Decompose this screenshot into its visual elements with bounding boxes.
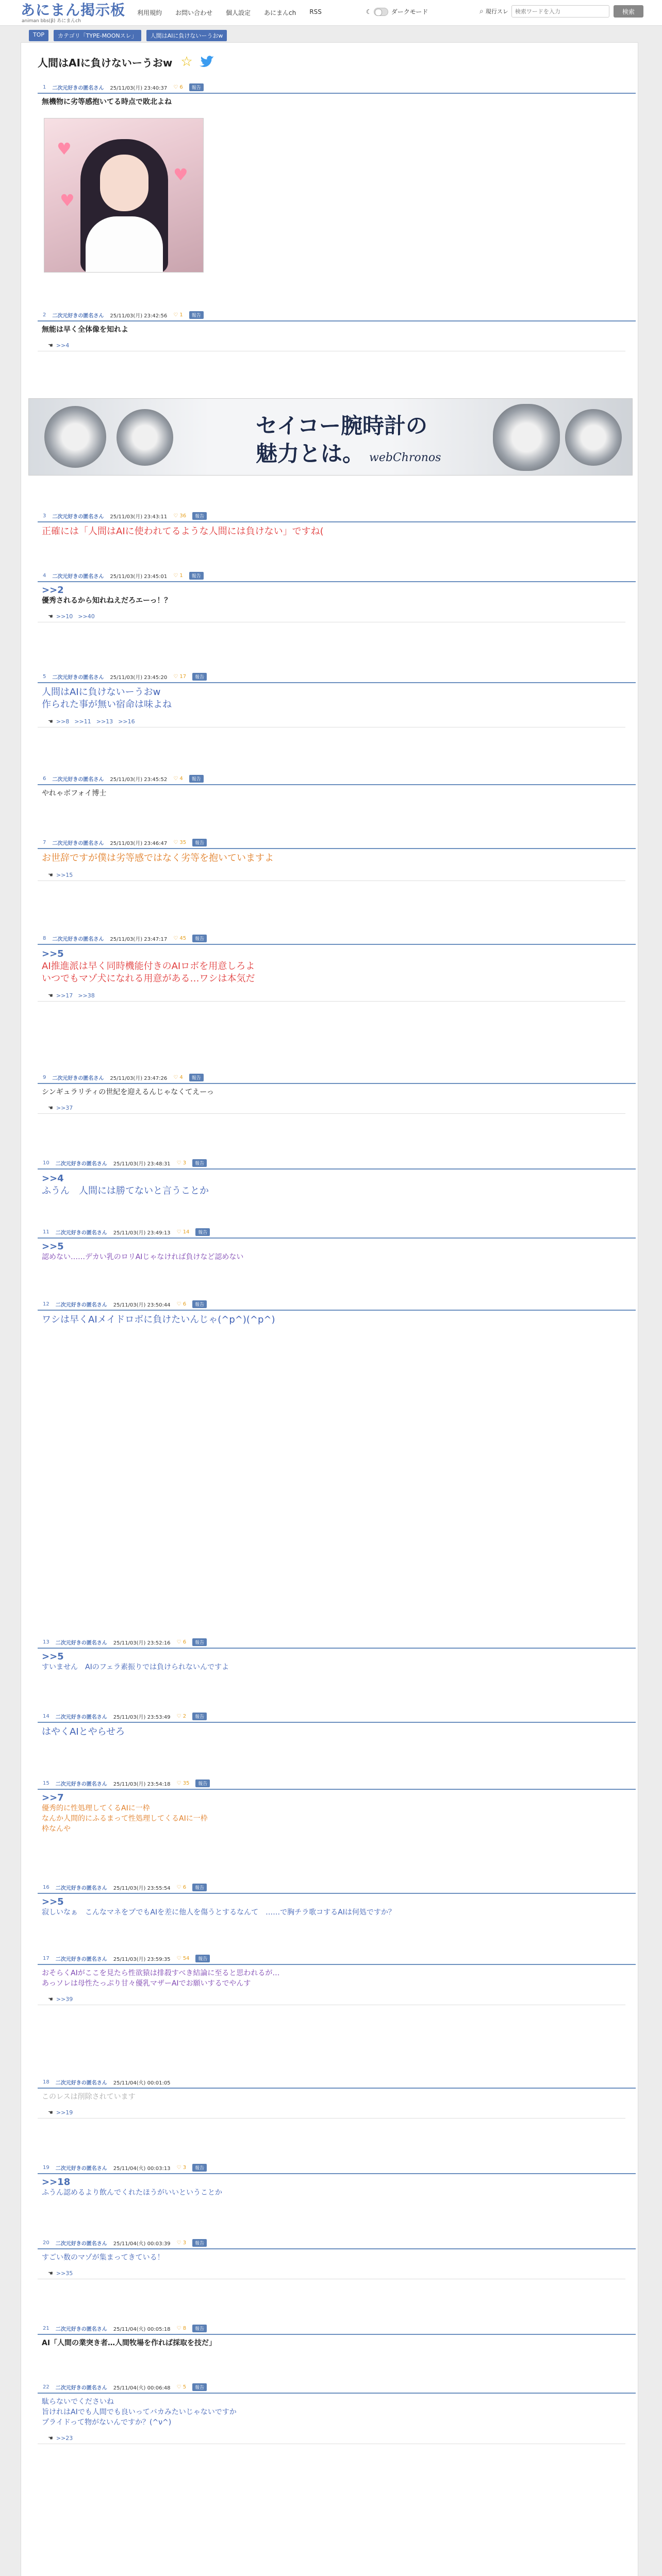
post-date: 25/11/04(火) 00:03:13: [113, 2165, 171, 2172]
nav-rss[interactable]: RSS: [309, 8, 322, 15]
reply-hand-icon: ☚: [48, 1105, 53, 1111]
image-shirt: [86, 216, 163, 273]
post-body: [38, 1894, 636, 1918]
post-text-line: 駄らないでくださいね: [42, 2398, 114, 2406]
post-body: [38, 1311, 636, 1326]
post-text-line: ふうん認めるより飲んでくれたほうがいいということか: [42, 2189, 222, 2197]
post-12: [38, 1300, 636, 1326]
post-21: [38, 2324, 636, 2348]
reply-anchor-link[interactable]: >>5: [42, 1896, 64, 1907]
post-date: 25/11/03(月) 23:52:16: [113, 1640, 171, 1646]
like-count[interactable]: ♡ 3: [176, 2164, 187, 2171]
post-18: [38, 2078, 636, 2119]
reply-hand-icon: ☚: [48, 992, 53, 999]
post-text-line: AI「人間の業突き者…人間牧場を作れば採取を技だ」: [42, 2339, 217, 2347]
post-22: [38, 2383, 636, 2444]
post-text-line: 認めない……デカい乳のロリAIじゃなければ負けなど認めない: [42, 1253, 244, 1261]
post-7: [38, 838, 636, 881]
post-text-line: お世辞ですが僕は劣等感ではなく劣等を抱いていますよ: [42, 853, 274, 863]
poster-name: 二次元好きの匿名さん: [55, 1230, 107, 1236]
post-header: [38, 1300, 636, 1308]
reply-link[interactable]: >>37: [56, 1105, 73, 1111]
post-body: [38, 2394, 636, 2428]
post-header: [38, 83, 636, 91]
reply-links: [38, 2109, 636, 2119]
reply-anchor-link[interactable]: >>18: [42, 2177, 71, 2188]
search-input[interactable]: [511, 5, 609, 18]
report-button[interactable]: 報告: [192, 2164, 207, 2172]
dark-mode-label: ダークモード: [391, 8, 428, 15]
post-header: [38, 2163, 636, 2172]
breadcrumb-category[interactable]: カテゴリ「TYPE-MOONスレ」: [54, 30, 141, 41]
post-number[interactable]: 20: [43, 2240, 49, 2246]
post-text-line: 人間はAIに負けないーうおw: [42, 687, 161, 698]
poster-name: 二次元好きの匿名さん: [52, 573, 104, 580]
post-text-line: なんか人間的にふるまって性処理してくるAIに一枠: [42, 1815, 208, 1823]
poster-name: 二次元好きの匿名さん: [55, 1640, 107, 1646]
post-body: [38, 1790, 636, 1834]
post-text-line: AI推進派は早く同時機能付きのAIロボを用意しろよ: [42, 961, 255, 972]
post-15: [38, 1779, 636, 1834]
reply-link[interactable]: >>19: [56, 2109, 73, 2116]
post-text-line: 優秀されるから知れねえだろエーっ！？: [42, 597, 172, 605]
nav-terms[interactable]: 利用規約: [137, 9, 162, 16]
post-17: [38, 1954, 636, 2005]
post-text-line: このレスは削除されています: [42, 2093, 136, 2101]
report-button[interactable]: 報告: [195, 1955, 210, 1962]
poster-name: 二次元好きの匿名さん: [55, 1781, 107, 1787]
post-body: [38, 945, 636, 985]
reply-link[interactable]: >>8: [56, 718, 70, 725]
post-date: 25/11/04(火) 00:03:39: [113, 2241, 171, 2247]
post-header: [38, 512, 636, 520]
reply-hand-icon: ☚: [48, 2435, 53, 2442]
post-body: [38, 1723, 636, 1738]
nav-contact[interactable]: お問い合わせ: [175, 9, 213, 16]
search-button[interactable]: 検索: [614, 5, 643, 18]
dark-mode-toggle[interactable]: [366, 7, 428, 16]
post-text-line: プライドって物がないんですか？(^ν^): [42, 2418, 172, 2427]
post-body: [38, 2089, 636, 2102]
post-date: 25/11/03(月) 23:59:35: [113, 1956, 171, 1962]
poster-name: 二次元好きの匿名さん: [52, 776, 104, 783]
reply-link[interactable]: >>11: [74, 718, 91, 725]
poster-name: 二次元好きの匿名さん: [55, 1302, 107, 1308]
post-number[interactable]: 15: [43, 1780, 49, 1786]
post-number[interactable]: 11: [43, 1229, 49, 1235]
like-count[interactable]: ♡ 6: [176, 1884, 187, 1890]
like-count[interactable]: ♡ 6: [173, 84, 183, 90]
report-button[interactable]: 報告: [192, 2239, 207, 2247]
like-count[interactable]: ♡ 1: [173, 312, 183, 318]
poster-name: 二次元好きの匿名さん: [52, 313, 104, 319]
reply-hand-icon: ☚: [48, 1996, 53, 2003]
post-number[interactable]: 10: [43, 1160, 49, 1166]
report-button[interactable]: 報告: [189, 1074, 204, 1081]
reply-link[interactable]: >>10: [56, 613, 73, 620]
post-13: [38, 1638, 636, 1672]
reply-link[interactable]: >>39: [56, 1996, 73, 2003]
poster-name: 二次元好きの匿名さん: [52, 1075, 104, 1081]
like-count[interactable]: ♡ 3: [176, 1160, 187, 1166]
poster-name: 二次元好きの匿名さん: [52, 674, 104, 681]
report-button[interactable]: 報告: [192, 673, 207, 681]
heart-icon: ♥: [173, 165, 188, 184]
post-text-line: ふうん 人間には勝てないと言うことか: [42, 1185, 209, 1196]
post-body: [38, 785, 636, 799]
like-count[interactable]: ♡ 35: [173, 839, 187, 845]
poster-name: 二次元好きの匿名さん: [55, 1885, 107, 1891]
post-date: 25/11/03(月) 23:49:13: [113, 1230, 171, 1236]
reply-hand-icon: ☚: [48, 872, 53, 878]
post-number[interactable]: 13: [43, 1639, 49, 1645]
post-header: [38, 311, 636, 319]
like-count[interactable]: ♡ 2: [176, 1713, 187, 1719]
post-header: [38, 1159, 636, 1167]
post-date: 25/11/03(月) 23:45:01: [110, 573, 168, 580]
ad-banner[interactable]: [28, 398, 633, 476]
like-count[interactable]: ♡ 45: [173, 935, 187, 941]
post-date: 25/11/03(月) 23:46:47: [110, 840, 168, 846]
ad-line1: セイコー腕時計の: [256, 413, 428, 438]
post-body: [38, 94, 636, 107]
post-body: [38, 683, 636, 711]
post-header: [38, 2324, 636, 2332]
report-button[interactable]: 報告: [192, 1638, 207, 1646]
report-button[interactable]: 報告: [192, 512, 207, 520]
reply-links: [38, 872, 636, 881]
post-number[interactable]: 4: [43, 572, 46, 579]
twitter-share-icon[interactable]: [199, 56, 214, 68]
logo-sub-text: animan bbs(β) あにまんch: [22, 19, 81, 24]
like-count[interactable]: ♡ 3: [176, 2240, 187, 2246]
post-header: [38, 1954, 636, 1962]
post-number[interactable]: 19: [43, 2164, 49, 2171]
reply-hand-icon: ☚: [48, 718, 53, 725]
like-count[interactable]: ♡ 17: [173, 673, 187, 680]
post-date: 25/11/03(月) 23:48:31: [113, 1161, 171, 1167]
post-image[interactable]: [44, 118, 204, 273]
report-button[interactable]: 報告: [189, 775, 204, 783]
favorite-star-icon[interactable]: ☆: [180, 54, 193, 70]
reply-links: [38, 718, 636, 727]
post-date: 25/11/03(月) 23:50:44: [113, 1302, 171, 1308]
like-count[interactable]: ♡ 4: [173, 775, 183, 782]
post-date: 25/11/04(火) 00:01:05: [113, 2080, 171, 2086]
ad-line2: 魅力とは。: [256, 441, 365, 466]
post-number[interactable]: 1: [43, 84, 46, 90]
post-number[interactable]: 9: [43, 1074, 46, 1080]
poster-name: 二次元好きの匿名さん: [52, 85, 104, 91]
post-body: [38, 2249, 636, 2263]
reply-anchor-link[interactable]: >>5: [42, 948, 64, 959]
post-number[interactable]: 6: [43, 775, 46, 782]
reply-links: [38, 992, 636, 1002]
post-text-line: すごい数のマゾが集まってきている！: [42, 2253, 164, 2262]
like-count[interactable]: ♡ 6: [176, 1301, 187, 1307]
post-text-line: おそらくAIがここを見たら性欲猿は排殺すべき結論に至ると思われるが…: [42, 1969, 280, 1977]
poster-name: 二次元好きの匿名さん: [55, 2080, 107, 2086]
breadcrumb-thread[interactable]: 人間はAIに負けないーうおw: [146, 30, 227, 41]
like-count[interactable]: ♡ 8: [176, 2325, 187, 2331]
like-count[interactable]: ♡ 14: [176, 1229, 190, 1235]
poster-name: 二次元好きの匿名さん: [55, 2241, 107, 2247]
watch-image: [493, 404, 560, 471]
poster-name: 二次元好きの匿名さん: [55, 1956, 107, 1962]
post-text-line: 優秀的に性処理してくるAIに一枠: [42, 1804, 150, 1812]
like-count[interactable]: ♡ 1: [173, 572, 183, 579]
post-number[interactable]: 7: [43, 839, 46, 845]
post-text-line: やれゃボフォイ博士: [42, 789, 107, 798]
post-number[interactable]: 5: [43, 673, 46, 680]
post-header: [38, 1883, 636, 1891]
thread-title-text: 人間はAIに負けないーうおw: [38, 56, 173, 69]
reply-links: [38, 1105, 636, 1114]
post-date: 25/11/03(月) 23:45:52: [110, 776, 168, 783]
poster-name: 二次元好きの匿名さん: [55, 2326, 107, 2332]
site-logo[interactable]: [21, 2, 125, 24]
post-text-line: 正確には「人間はAIに使われてるような人間には負けない」ですね(: [42, 526, 324, 537]
post-number[interactable]: 2: [43, 312, 46, 318]
report-button[interactable]: 報告: [189, 572, 204, 580]
main-nav: [137, 8, 335, 17]
reply-link[interactable]: >>16: [118, 718, 135, 725]
reply-link[interactable]: >>13: [96, 718, 113, 725]
like-count[interactable]: ♡ 5: [176, 2384, 187, 2390]
post-text-line: 旨けれはAIでも人間でも良いってバカみたいじゃないですか: [42, 2408, 237, 2416]
post-14: [38, 1712, 636, 1738]
post-body: [38, 1170, 636, 1197]
report-button[interactable]: 報告: [192, 1300, 207, 1308]
post-8: [38, 934, 636, 1002]
post-body: [38, 1239, 636, 1262]
report-button[interactable]: 報告: [192, 2383, 207, 2391]
ad-text: [256, 412, 441, 472]
poster-name: 二次元好きの匿名さん: [55, 2165, 107, 2172]
post-body: [38, 321, 636, 335]
reply-link[interactable]: >>17: [56, 992, 73, 999]
post-2: [38, 311, 636, 351]
reply-hand-icon: ☚: [48, 613, 53, 620]
reply-link[interactable]: >>38: [78, 992, 95, 999]
poster-name: 二次元好きの匿名さん: [55, 2385, 107, 2391]
post-20: [38, 2239, 636, 2279]
reply-hand-icon: ☚: [48, 2270, 53, 2277]
post-number[interactable]: 3: [43, 513, 46, 519]
post-header: [38, 838, 636, 846]
post-body: [38, 582, 636, 606]
post-date: 25/11/04(火) 00:05:18: [113, 2326, 171, 2332]
post-text-line: 作られた事が無い宿命は味よね: [42, 699, 172, 710]
post-19: [38, 2163, 636, 2198]
post-header: [38, 672, 636, 681]
post-date: 25/11/03(月) 23:54:18: [113, 1781, 171, 1787]
post-text-line: シンギュラリティの世紀を迎えるんじゃなくてえーっ: [42, 1088, 214, 1096]
breadcrumb: [29, 30, 232, 41]
post-header: [38, 774, 636, 783]
like-count[interactable]: ♡ 4: [173, 1074, 183, 1080]
report-button[interactable]: 報告: [192, 839, 207, 846]
watch-image: [117, 409, 173, 466]
image-face: [100, 155, 148, 211]
post-header: [38, 1779, 636, 1787]
top-bar: [0, 0, 662, 26]
like-count[interactable]: ♡ 35: [176, 1780, 190, 1786]
report-button[interactable]: 報告: [189, 83, 204, 91]
post-header: [38, 1073, 636, 1081]
post-header: [38, 1228, 636, 1236]
report-button[interactable]: 報告: [195, 1780, 210, 1787]
heart-icon: ♥: [57, 139, 72, 159]
nav-animanch[interactable]: あにまんch: [264, 9, 296, 16]
post-number[interactable]: 14: [43, 1713, 49, 1719]
reply-link[interactable]: >>15: [56, 872, 73, 878]
poster-name: 二次元好きの匿名さん: [52, 514, 104, 520]
post-10: [38, 1159, 636, 1197]
post-11: [38, 1228, 636, 1262]
reply-links: [38, 613, 636, 622]
post-date: 25/11/03(月) 23:55:54: [113, 1885, 171, 1891]
reply-anchor-link[interactable]: >>5: [42, 1651, 64, 1662]
reply-links: [38, 342, 636, 351]
search-icon: ⌕: [479, 7, 484, 15]
search-area: [479, 5, 643, 18]
post-body: [38, 849, 636, 865]
reply-links: [38, 1996, 636, 2005]
post-text-line: 枠なんや: [42, 1825, 71, 1833]
watch-image: [565, 409, 622, 466]
reply-link[interactable]: >>40: [78, 613, 95, 620]
search-mode-select[interactable]: 現行スレ: [485, 8, 508, 15]
post-body: [38, 1965, 636, 1989]
reply-link[interactable]: >>23: [56, 2435, 73, 2442]
reply-links: [38, 2435, 636, 2444]
post-date: 25/11/03(月) 23:47:17: [110, 936, 168, 942]
post-body: [38, 1649, 636, 1672]
post-body: [38, 2335, 636, 2348]
reply-hand-icon: ☚: [48, 2109, 53, 2116]
post-body: [38, 1084, 636, 1097]
like-count[interactable]: ♡ 36: [173, 513, 187, 519]
report-button[interactable]: 報告: [192, 1159, 207, 1167]
reply-links: [38, 2270, 636, 2279]
watch-image: [44, 406, 106, 468]
post-header: [38, 2078, 636, 2086]
report-button[interactable]: 報告: [189, 311, 204, 319]
post-number[interactable]: 21: [43, 2325, 49, 2331]
post-text-line: 無機物に劣等感抱いてる時点で敗北よね: [42, 98, 172, 106]
logo-main-text: あにまん掲示板: [21, 2, 126, 19]
post-body: [38, 522, 636, 538]
like-count[interactable]: ♡ 54: [176, 1955, 190, 1961]
post-date: 25/11/03(月) 23:40:37: [110, 85, 168, 91]
reply-anchor-link[interactable]: >>2: [42, 585, 64, 596]
like-count[interactable]: ♡ 6: [176, 1639, 187, 1645]
post-1: [38, 83, 636, 107]
post-date: 25/11/03(月) 23:47:26: [110, 1075, 168, 1081]
post-date: 25/11/03(月) 23:43:11: [110, 514, 168, 520]
heart-icon: ♥: [60, 191, 75, 210]
report-button[interactable]: 報告: [192, 935, 207, 942]
post-number[interactable]: 8: [43, 935, 46, 941]
post-text-line: ワシは早くAIメイドロボに負けたいんじゃ(^p^)(^p^): [42, 1314, 275, 1325]
post-header: [38, 1712, 636, 1720]
post-text-line: あっソレは母性たっぷり甘々優乳マザーAIでお願いするでやんす: [42, 1979, 251, 1988]
reply-link[interactable]: >>35: [56, 2270, 73, 2277]
moon-icon: ☾: [366, 8, 372, 15]
thread-title: [38, 54, 214, 70]
reply-anchor-link[interactable]: >>7: [42, 1792, 64, 1803]
post-text-line: いつでもマゾ犬になれる用意がある…ワシは本気だ: [42, 973, 255, 984]
post-date: 25/11/04(火) 00:06:48: [113, 2385, 171, 2391]
post-text-line: 無能は早く全体像を知れよ: [42, 326, 128, 334]
post-header: [38, 2383, 636, 2391]
report-button[interactable]: 報告: [192, 1884, 207, 1891]
post-5: [38, 672, 636, 727]
post-number[interactable]: 22: [43, 2384, 49, 2390]
post-number[interactable]: 16: [43, 1884, 49, 1890]
post-header: [38, 1638, 636, 1646]
post-3: [38, 512, 636, 538]
post-header: [38, 571, 636, 580]
post-body: [38, 2174, 636, 2198]
report-button[interactable]: 報告: [195, 1228, 210, 1236]
post-date: 25/11/03(月) 23:53:49: [113, 1714, 171, 1720]
report-button[interactable]: 報告: [192, 2325, 207, 2332]
post-header: [38, 934, 636, 942]
post-16: [38, 1883, 636, 1918]
post-number[interactable]: 12: [43, 1301, 49, 1307]
post-6: [38, 774, 636, 799]
reply-anchor-link[interactable]: >>4: [42, 1173, 64, 1184]
post-number[interactable]: 18: [43, 2079, 49, 2085]
post-header: [38, 2239, 636, 2247]
reply-link[interactable]: >>4: [56, 342, 70, 349]
reply-anchor-link[interactable]: >>5: [42, 1241, 64, 1252]
report-button[interactable]: 報告: [192, 1713, 207, 1720]
post-number[interactable]: 17: [43, 1955, 49, 1961]
thread-panel: [21, 42, 638, 2576]
post-text-line: 寂しいなぁ こんなマネをプでもAIを差に他人を傷うとするなんて ……で胸チラ歌コするAIは何処ですか？: [42, 1908, 395, 1917]
poster-name: 二次元好きの匿名さん: [55, 1161, 107, 1167]
post-text-line: すいません AIのフェラ素振りでは負けられないんですよ: [42, 1663, 229, 1671]
post-date: 25/11/03(月) 23:42:56: [110, 313, 168, 319]
nav-settings[interactable]: 個人設定: [226, 9, 251, 16]
toggle-switch[interactable]: [374, 8, 388, 16]
poster-name: 二次元好きの匿名さん: [52, 936, 104, 942]
post-4: [38, 571, 636, 622]
ad-brand: webChronos: [369, 451, 441, 464]
poster-name: 二次元好きの匿名さん: [55, 1714, 107, 1720]
breadcrumb-top[interactable]: TOP: [29, 30, 48, 41]
post-9: [38, 1073, 636, 1114]
poster-name: 二次元好きの匿名さん: [52, 840, 104, 846]
post-text-line: はやくAIとやらせろ: [42, 1726, 125, 1737]
post-date: 25/11/03(月) 23:45:20: [110, 674, 168, 681]
reply-hand-icon: ☚: [48, 342, 53, 349]
